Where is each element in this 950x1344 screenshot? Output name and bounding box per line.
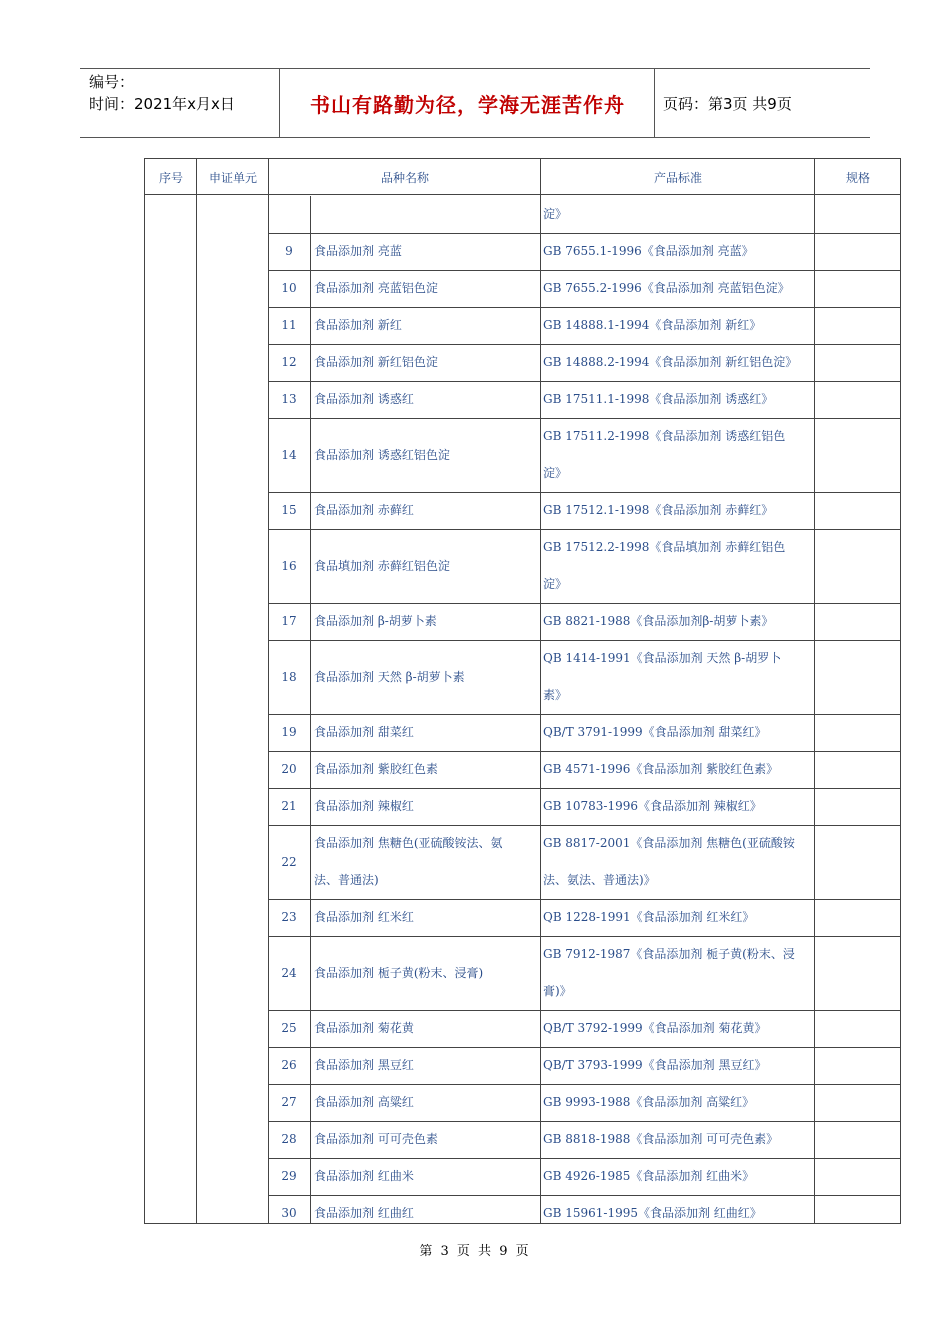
row-number: 27 [281,1095,297,1109]
product-standard: GB 7655.1-1996《食品添加剂 亮蓝》 [543,244,754,258]
grid-line [268,158,269,1224]
variety-name [314,196,538,233]
row-number: 12 [281,355,297,369]
variety-name: 食品添加剂 赤藓红 [314,503,414,517]
variety-name: 食品添加剂 新红 [314,318,402,332]
product-standard: GB 8818-1988《食品添加剂 可可壳色素》 [543,1132,779,1146]
row-number: 18 [281,670,297,684]
variety-name: 食品添加剂 红曲米 [314,1169,414,1183]
product-standard: GB 17512.1-1998《食品添加剂 赤藓红》 [543,503,774,517]
variety-name: 食品添加剂 可可壳色素 [314,1132,438,1146]
product-standard: GB 15961-1995《食品添加剂 红曲红》 [543,1206,762,1220]
variety-name: 食品添加剂 焦糖色(亚硫酸铵法、氨 [314,836,503,850]
row-number: 21 [281,799,297,813]
variety-name: 食品添加剂 高粱红 [314,1095,414,1109]
grid-line [196,158,197,1224]
row-number: 30 [281,1206,297,1220]
product-standard: GB 14888.2-1994《食品添加剂 新红铝色淀》 [543,355,798,369]
variety-name: 食品添加剂 辣椒红 [314,799,414,813]
row-number: 10 [281,281,297,295]
product-standard: GB 8817-2001《食品添加剂 焦糖色(亚硫酸铵 [543,836,795,850]
row-number: 25 [281,1021,297,1035]
variety-name: 食品添加剂 栀子黄(粉末、浸膏) [314,965,484,980]
variety-name: 食品添加剂 β-胡萝卜素 [314,614,437,628]
row-number: 23 [281,910,297,924]
column-header-standard: 产品标准 [653,170,702,185]
row-number: 22 [281,855,297,869]
variety-name: 食品添加剂 甜菜红 [314,725,414,739]
row-number: 14 [281,448,297,462]
row-number: 15 [281,503,297,517]
row-number: 9 [285,244,293,258]
variety-name: 法、普通法) [314,873,379,887]
column-header-name: 品种名称 [380,170,429,185]
date-label: 时间：2021年x月x日 [89,95,235,113]
variety-name: 食品添加剂 亮蓝铝色淀 [314,281,438,295]
product-standard: QB/T 3793-1999《食品添加剂 黑豆红》 [543,1058,767,1072]
column-header-spec: 规格 [845,170,870,185]
row-number: 19 [281,725,297,739]
variety-name: 食品添加剂 诱惑红铝色淀 [314,447,450,462]
row-number: 20 [281,762,297,776]
variety-name: 食品添加剂 紫胶红色素 [314,762,438,776]
column-header-no: 序号 [158,170,183,185]
product-standard: GB 7912-1987《食品添加剂 栀子黄(粉末、浸 [543,947,795,961]
column-header-unit: 申证单元 [208,170,257,185]
variety-name: 食品添加剂 诱惑红 [314,392,414,406]
row-number: 17 [281,614,297,628]
row-number: 29 [281,1169,297,1183]
row-number: 26 [281,1058,297,1072]
product-standard: GB 17511.1-1998《食品添加剂 诱惑红》 [543,392,774,406]
product-standard: GB 14888.1-1994《食品添加剂 新红》 [543,318,762,332]
product-standard: GB 8821-1988《食品添加剂β-胡萝卜素》 [543,614,774,628]
product-standard: QB 1414-1991《食品添加剂 天然 β-胡罗卜 [543,651,782,665]
product-standard: GB 17512.2-1998《食品填加剂 赤藓红铝色 [543,540,786,554]
variety-name: 食品添加剂 红米红 [314,910,414,924]
row-number [270,196,308,233]
variety-name: 食品添加剂 黑豆红 [314,1058,414,1072]
header-meta [80,69,280,137]
doc-number-label: 编号： [89,73,135,91]
product-standard: QB 1228-1991《食品添加剂 红米红》 [543,910,755,924]
row-number: 28 [281,1132,297,1146]
variety-name: 食品添加剂 新红铝色淀 [314,355,438,369]
row-number: 11 [281,318,297,332]
product-standard: 法、氨法、普通法)》 [543,873,656,887]
product-standard: GB 7655.2-1996《食品添加剂 亮蓝铝色淀》 [543,281,790,295]
product-standard: GB 10783-1996《食品添加剂 辣椒红》 [543,799,762,813]
variety-name: 食品添加剂 天然 β-胡萝卜素 [314,669,465,684]
variety-name: 食品填加剂 赤藓红铝色淀 [314,558,450,573]
product-standard: 淀》 [543,466,568,480]
row-number: 16 [281,559,297,573]
variety-name: 食品添加剂 红曲红 [314,1206,414,1220]
product-standard: GB 9993-1988《食品添加剂 高粱红》 [543,1095,755,1109]
header-page-info: 页码：第3页 共9页 [663,94,792,113]
product-standard: QB/T 3791-1999《食品添加剂 甜菜红》 [543,725,767,739]
product-standard: QB/T 3792-1999《食品添加剂 菊花黄》 [543,1021,767,1035]
row-number: 24 [281,966,297,980]
header-motto: 书山有路勤为径，学海无涯苦作舟 [281,69,655,137]
grid-line [310,196,311,1224]
row-number: 13 [281,392,297,406]
page-header [80,68,870,138]
page-footer: 第 3 页 共 9 页 [419,1244,531,1259]
grid-line [814,158,815,1224]
variety-name: 食品添加剂 菊花黄 [314,1021,414,1035]
variety-name: 食品添加剂 亮蓝 [314,244,402,258]
grid-line [144,194,900,195]
product-standard: 淀》 [543,577,568,591]
product-standard: GB 4571-1996《食品添加剂 紫胶红色素》 [543,762,779,776]
product-standard: 淀》 [543,207,568,221]
product-standard: 膏)》 [543,984,572,998]
product-standard: GB 4926-1985《食品添加剂 红曲米》 [543,1169,755,1183]
product-standard: 素》 [543,688,568,702]
grid-line [540,158,541,1224]
product-standard: GB 17511.2-1998《食品添加剂 诱惑红铝色 [543,429,786,443]
